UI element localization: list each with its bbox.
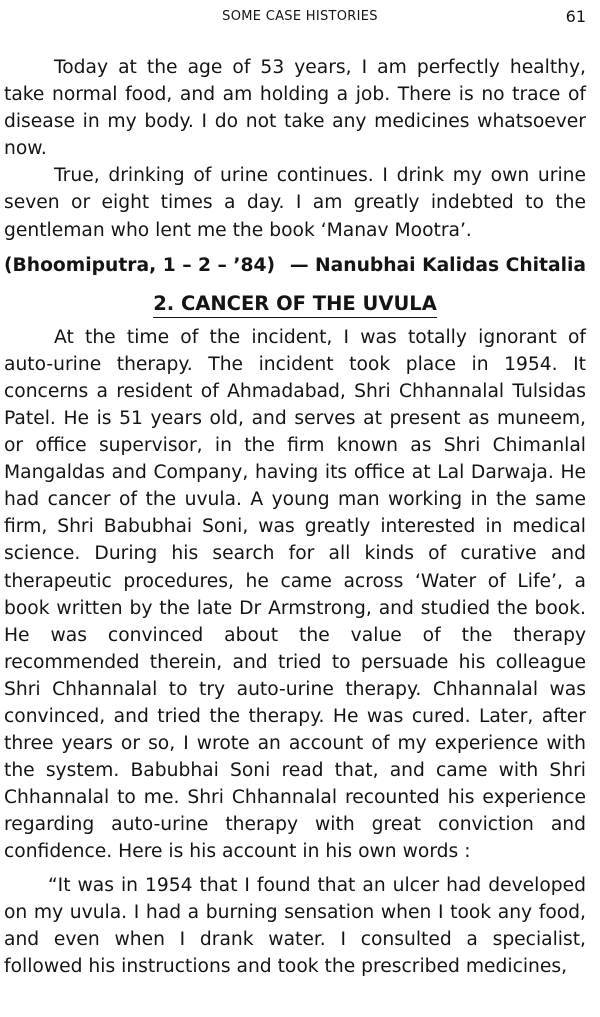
page-body — [4, 54, 586, 980]
paragraph-quote: “It was in 1954 that I found that an ulcer had developed on my uvula. I had a burning sensation when I took any food, and even when I drank water. I consulted a specialist, followed his instructions and took the prescribed medicines, — [4, 874, 586, 977]
byline-author: — Nanubhai Kalidas Chitalia — [289, 254, 586, 276]
paragraph-health-status: Today at the age of 53 years, I am perfectly healthy, take normal food, and am holding a job. There is no trace of disease in my body. I do not take any medicines whatsoever now. — [4, 57, 586, 160]
section-heading — [4, 292, 586, 316]
page-number: 61 — [565, 7, 586, 26]
running-head: SOME CASE HISTORIES — [222, 9, 378, 24]
byline — [4, 252, 586, 279]
section-heading-text: 2. CANCER OF THE UVULA — [153, 292, 437, 318]
byline-source: (Bhoomiputra, 1 – 2 – ’84) — [4, 254, 276, 276]
paragraph-incident: At the time of the incident, I was totally ignorant of auto-urine therapy. The incident took place in 1954. It concerns a resident of Ahmadabad, Shri Chhannalal Tulsidas Patel. He is 51 years old, and serves at present as muneem, or office supervisor, in the firm known as Shri Chimanlal Mangaldas and Company, having its office at Lal Darwaja. He had cancer of the uvula. A young man working in the same firm, Shri Babubhai Soni, was greatly interested in medical science. During his search for all kinds of curative and therapeutic procedures, he came across ‘Water of Life’, a book written by the late Dr Armstrong, and studied the book. He was convinced about the value of the therapy recommended therein, and tried to persuade his colleague Shri Chhannalal to try auto-urine therapy. Chhannalal was convinced, and tried the therapy. He was cured. Later, after three years or so, I wrote an account of my experience with the system. Babubhai Soni read that, and came with Shri Chhannalal to me. Shri Chhannalal recounted his experience regarding auto-urine therapy with great conviction and confidence. Here is his account in his own words : — [4, 326, 586, 863]
paragraph-urine-drinking: True, drinking of urine continues. I drink my own urine seven or eight times a day. I am greatly indebted to the gentleman who lent me the book ‘Manav Mootra’. — [4, 165, 586, 241]
page-header — [0, 8, 600, 28]
